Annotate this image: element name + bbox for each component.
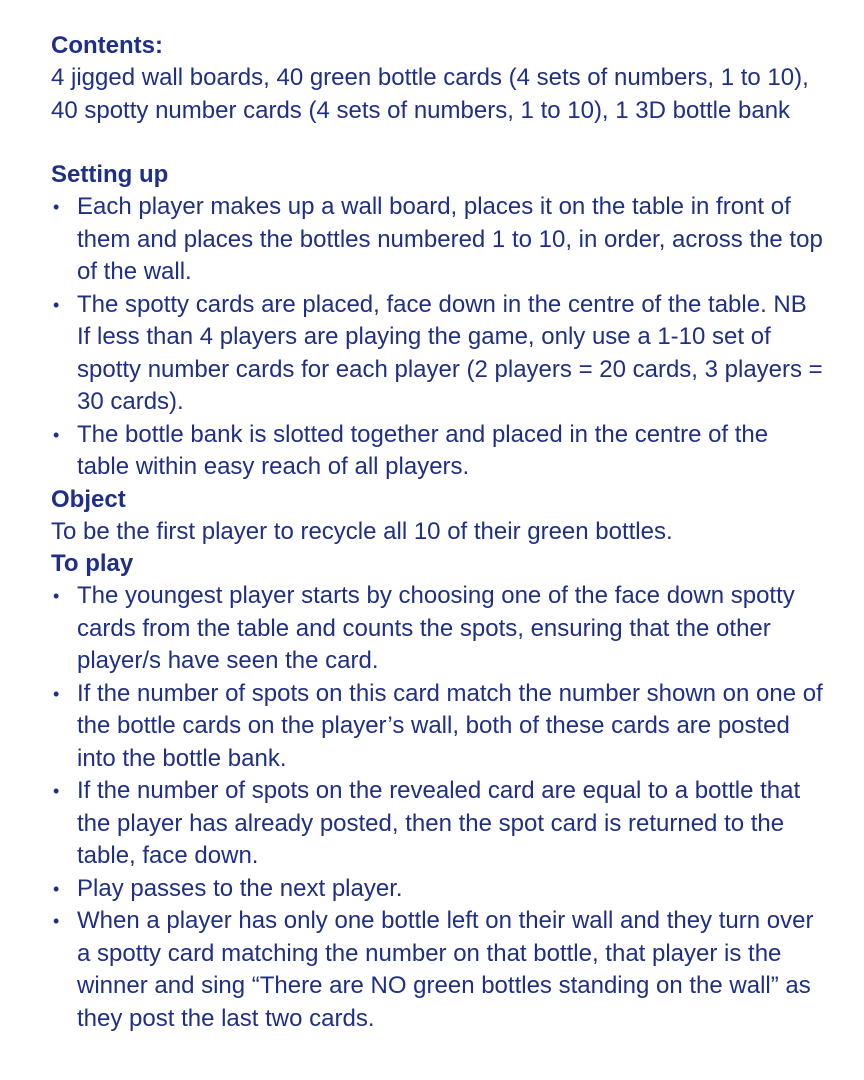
object-heading: Object bbox=[51, 485, 126, 513]
section-spacer bbox=[51, 127, 824, 159]
list-item bbox=[51, 775, 824, 873]
list-item-text: The spotty cards are placed, face down in the centre of the table. NB If less than 4 players are playing the game, only use a 1-10 set of spotty number cards for each player (2 players = 20 cards, 3 players = 30 cards). bbox=[77, 290, 823, 415]
list-item-text: Play passes to the next player. bbox=[77, 874, 403, 902]
list-item bbox=[51, 419, 824, 484]
setting-up-list bbox=[51, 191, 824, 484]
bullet-icon: • bbox=[53, 586, 60, 606]
contents-heading: Contents: bbox=[51, 32, 163, 59]
list-item-text: When a player has only one bottle left on their wall and they turn over a spotty card matching the number on that bottle, that player is the winner and sing “There are NO green bottles standing on the wall” as they post the last two cards. bbox=[77, 907, 814, 1032]
list-item bbox=[51, 905, 824, 1035]
setting-up-heading: Setting up bbox=[51, 161, 169, 188]
list-item-text: If the number of spots on this card match the number shown on one of the bottle cards on the player’s wall, both of these cards are posted into the bottle bank. bbox=[77, 679, 823, 772]
bullet-icon: • bbox=[53, 424, 60, 445]
bullet-icon: • bbox=[53, 683, 60, 704]
list-item bbox=[51, 873, 824, 906]
to-play-list bbox=[51, 580, 824, 1035]
list-item bbox=[51, 580, 824, 678]
list-item bbox=[51, 678, 824, 776]
bullet-icon: • bbox=[53, 781, 60, 801]
list-item-text: Each player makes up a wall board, places it on the table in front of them and places the bottles numbered 1 to 10, in order, across the top of the wall. bbox=[77, 193, 823, 285]
list-item-text: The youngest player starts by choosing one of the face down spotty cards from the table and counts the spots, ensuring that the other player/s have seen the card. bbox=[77, 582, 795, 674]
list-item-text: The bottle bank is slotted together and placed in the centre of the table within easy reach of all players. bbox=[77, 420, 769, 480]
object-text: To be the first player to recycle all 10 of their green bottles. bbox=[51, 517, 673, 545]
bullet-icon: • bbox=[53, 911, 60, 931]
bullet-icon: • bbox=[53, 294, 60, 315]
list-item bbox=[51, 289, 824, 419]
bullet-icon: • bbox=[53, 878, 60, 899]
bullet-icon: • bbox=[53, 197, 60, 217]
list-item-text: If the number of spots on the revealed card are equal to a bottle that the player has already posted, then the spot card is returned to the table, face down. bbox=[77, 777, 801, 869]
contents-text: 4 jigged wall boards, 40 green bottle cards (4 sets of numbers, 1 to 10), 40 spotty number cards (4 sets of numbers, 1 to 10), 1 3D bottle bank bbox=[51, 64, 809, 124]
to-play-heading: To play bbox=[51, 550, 134, 577]
list-item bbox=[51, 191, 824, 289]
